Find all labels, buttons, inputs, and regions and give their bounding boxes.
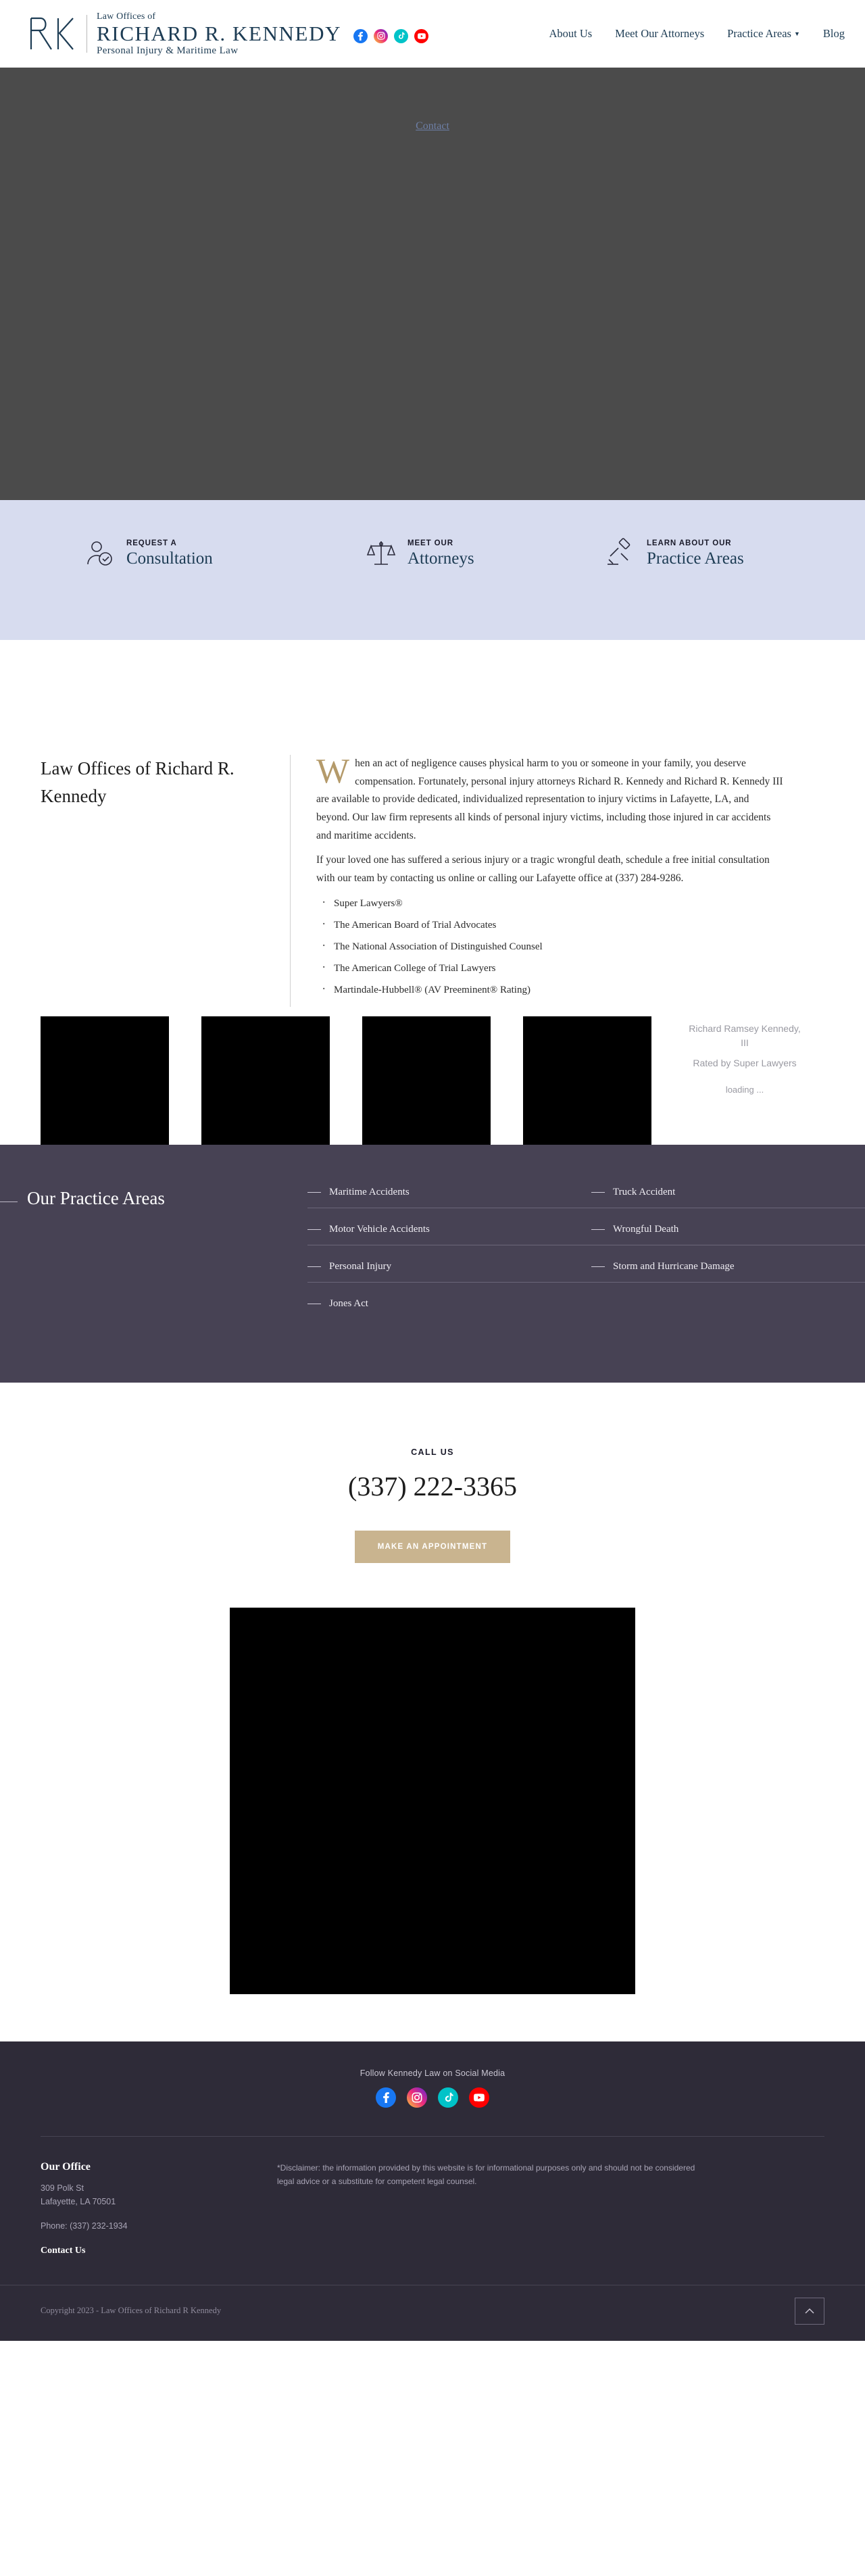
intro-body-column xyxy=(291,752,824,1007)
chevron-up-icon[interactable] xyxy=(795,2298,824,2325)
intro-section xyxy=(0,640,865,1145)
quick-link-consultation[interactable] xyxy=(37,537,301,568)
badge-loading-text: loading ... xyxy=(725,1084,764,1095)
site-header xyxy=(0,0,865,68)
practice-area-label: Truck Accident xyxy=(613,1186,676,1197)
super-lawyers-rating-text: Rated by Super Lawyers xyxy=(693,1057,797,1068)
site-footer xyxy=(0,2041,865,2341)
footer-disclaimer: *Disclaimer: the information provided by this website is for informational purposes only and should not be considered legal advice or a substitute for competent legal counsel. xyxy=(277,2162,695,2186)
dash-icon xyxy=(591,1229,605,1230)
dash-icon xyxy=(307,1266,321,1267)
nav-item-practice-areas[interactable] xyxy=(727,27,800,41)
list-item: · The American Board of Trial Advocates xyxy=(316,920,784,942)
call-us-section xyxy=(0,1383,865,1563)
quick-link-attorneys-label: Attorneys xyxy=(407,549,474,568)
youtube-icon[interactable] xyxy=(414,29,428,43)
footer-address-line-2: Lafayette, LA 70501 xyxy=(41,2197,116,2207)
quick-link-consultation-label: Consultation xyxy=(126,549,213,568)
hero-banner xyxy=(0,68,865,500)
quick-link-practice-areas-label: Practice Areas xyxy=(647,549,744,568)
facebook-icon[interactable] xyxy=(353,29,368,43)
chevron-down-icon: ▼ xyxy=(793,30,800,37)
make-an-appointment-button[interactable]: MAKE AN APPOINTMENT xyxy=(355,1531,511,1563)
instagram-icon[interactable] xyxy=(374,29,388,43)
footer-disclaimer-column xyxy=(264,2161,824,2256)
call-us-label: CALL US xyxy=(411,1447,454,1457)
nav-item-practice-areas-label: Practice Areas xyxy=(727,27,791,40)
nav-item-about-us[interactable]: About Us xyxy=(549,27,593,40)
practice-area-wrongful-death[interactable] xyxy=(591,1224,865,1245)
practice-area-maritime-accidents[interactable] xyxy=(307,1187,591,1208)
footer-social-links xyxy=(0,2087,865,2108)
logo-small-line: Law Offices of xyxy=(97,11,156,22)
dash-icon xyxy=(307,1192,321,1193)
award-badge xyxy=(523,1016,651,1145)
nav-item-blog[interactable]: Blog xyxy=(822,27,845,40)
footer-phone[interactable]: Phone: (337) 232-1934 xyxy=(41,2221,128,2231)
intro-paragraph-1 xyxy=(316,752,784,845)
practice-area-storm-and-hurricane-damage[interactable] xyxy=(591,1261,865,1283)
dash-icon xyxy=(591,1266,605,1267)
practice-areas-column-1 xyxy=(307,1187,591,1335)
site-logo[interactable] xyxy=(24,12,341,56)
footer-address-line-1: 309 Polk St xyxy=(41,2183,84,2193)
instagram-icon[interactable] xyxy=(407,2087,427,2108)
embedded-video-player[interactable] xyxy=(230,1608,635,1994)
quick-links-bar xyxy=(0,500,865,640)
quick-link-attorneys[interactable] xyxy=(301,537,564,568)
intro-paragraph-2: If your loved one has suffered a serious injury or a tragic wrongful death, schedule a free initial consultation with our team by contacting us online or calling our Lafayette office at (337) 284-9286. xyxy=(316,854,770,884)
practice-area-label: Storm and Hurricane Damage xyxy=(613,1260,735,1272)
quick-link-attorneys-eyebrow: MEET OUR xyxy=(407,539,453,547)
facebook-icon[interactable] xyxy=(376,2087,396,2108)
intro-paragraph-1-text: hen an act of negligence causes physical harm to you or someone in your family, you deserve compensation. Fortunately, personal injury attorneys Richard R. Kennedy and Richard R. Kennedy III are available to provide dedicated, individualized representation to injury victims in Lafayette, LA, and beyond. Our law firm represents all kinds of personal injury victims, including those injured in car accidents and maritime accidents. xyxy=(316,758,783,841)
intro-title-column xyxy=(41,755,291,1007)
user-check-icon xyxy=(84,537,116,568)
footer-copyright: Copyright 2023 - Law Offices of Richard R Kennedy xyxy=(41,2306,222,2316)
practice-areas-heading: Our Practice Areas xyxy=(27,1187,165,1208)
super-lawyers-attorney-name: Richard Ramsey Kennedy, III xyxy=(689,1022,801,1049)
practice-area-label: Personal Injury xyxy=(329,1260,392,1272)
intro-dropcap: W xyxy=(316,752,350,791)
award-badge xyxy=(362,1016,491,1145)
footer-office-heading: Our Office xyxy=(41,2160,91,2173)
tiktok-icon[interactable] xyxy=(438,2087,458,2108)
tiktok-icon[interactable] xyxy=(394,29,408,43)
practice-area-truck-accident[interactable] xyxy=(591,1187,865,1208)
accolades-list xyxy=(316,899,784,1007)
dash-icon xyxy=(591,1192,605,1193)
award-badges-row xyxy=(0,1007,865,1145)
hero-contact-link[interactable]: Contact xyxy=(416,120,449,132)
list-item: · Martindale-Hubbell® (AV Preeminent® Rating) xyxy=(316,985,784,1007)
logo-divider xyxy=(86,15,87,53)
practice-areas-column-2 xyxy=(591,1187,865,1335)
video-section xyxy=(0,1563,865,2041)
monogram-rk-icon xyxy=(24,13,77,55)
list-item: · The National Association of Distinguished Counsel xyxy=(316,942,784,964)
scales-icon xyxy=(366,537,397,568)
quick-link-practice-areas-eyebrow: LEARN ABOUT OUR xyxy=(647,539,732,547)
footer-social-label: Follow Kennedy Law on Social Media xyxy=(360,2068,505,2078)
page-title: Law Offices of Richard R. Kennedy xyxy=(41,758,234,806)
gavel-icon xyxy=(605,537,636,568)
practice-area-motor-vehicle-accidents[interactable] xyxy=(307,1224,591,1245)
practice-area-label: Maritime Accidents xyxy=(329,1186,410,1197)
footer-contact-us-link[interactable]: Contact Us xyxy=(41,2245,86,2256)
quick-link-consultation-eyebrow: REQUEST A xyxy=(126,539,177,547)
logo-tagline: Personal Injury & Maritime Law xyxy=(97,45,239,56)
quick-link-practice-areas[interactable] xyxy=(564,537,828,568)
list-item: · The American College of Trial Lawyers xyxy=(316,964,784,985)
footer-office-column xyxy=(41,2161,264,2256)
dash-icon xyxy=(307,1229,321,1230)
youtube-icon[interactable] xyxy=(469,2087,489,2108)
practice-area-label: Motor Vehicle Accidents xyxy=(329,1223,430,1235)
practice-area-personal-injury[interactable] xyxy=(307,1261,591,1283)
practice-area-label: Jones Act xyxy=(329,1298,368,1310)
practice-areas-section xyxy=(0,1145,865,1383)
header-social-links xyxy=(353,29,428,43)
practice-area-label: Wrongful Death xyxy=(613,1223,679,1235)
award-badge xyxy=(41,1016,169,1145)
list-item: · Super Lawyers® xyxy=(316,899,784,920)
award-badge xyxy=(201,1016,330,1145)
logo-firm-name: RICHARD R. KENNEDY xyxy=(97,21,342,45)
main-navigation xyxy=(549,27,845,41)
practice-area-jones-act[interactable] xyxy=(307,1298,591,1320)
call-us-phone[interactable]: (337) 222-3365 xyxy=(348,1470,517,1502)
nav-item-meet-our-attorneys[interactable]: Meet Our Attorneys xyxy=(615,27,705,40)
